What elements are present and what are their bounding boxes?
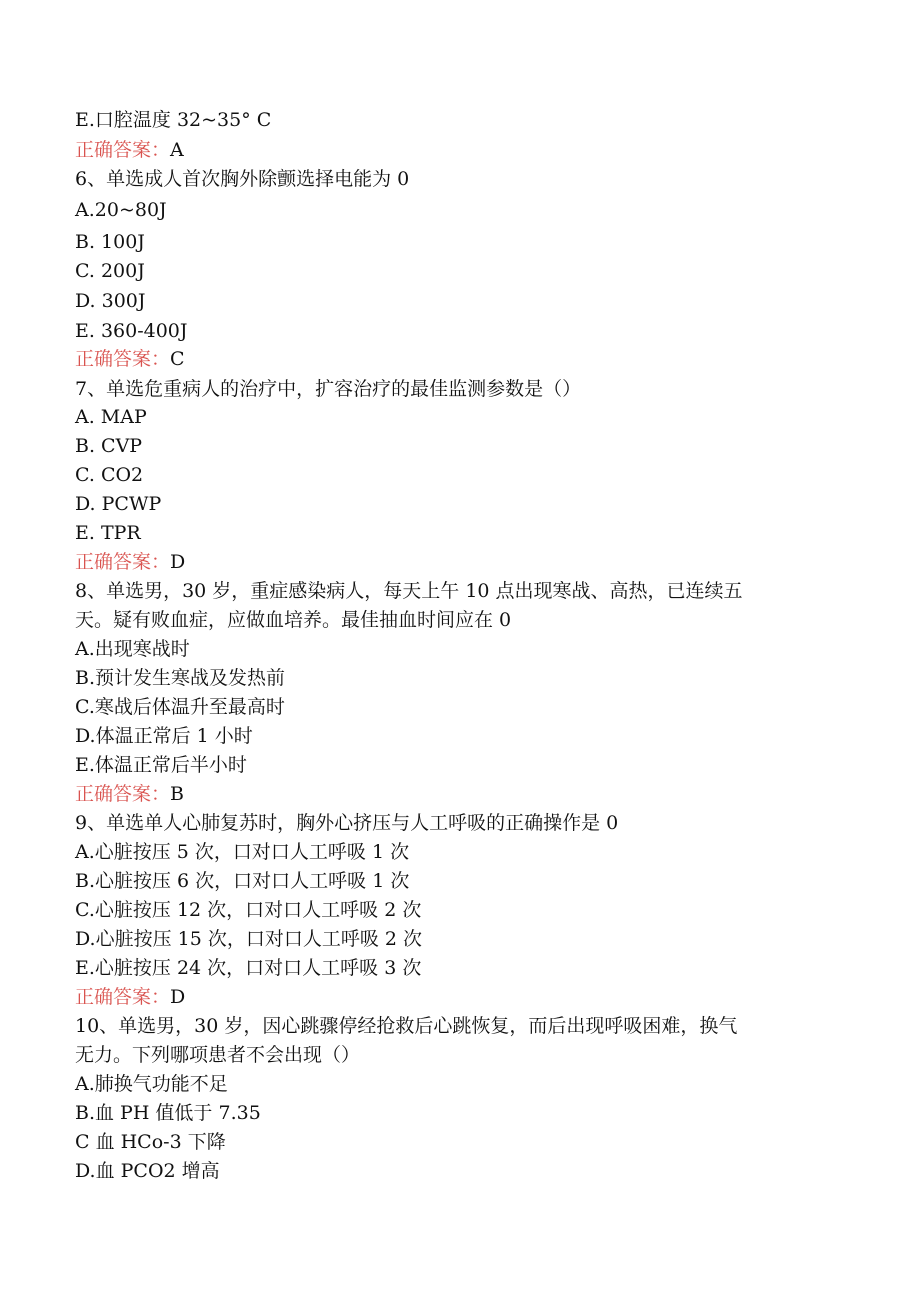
option-c-q8: C.寒战后体温升至最高时 <box>75 696 285 718</box>
answer-value: C <box>170 348 185 370</box>
answer-q7 <box>75 549 835 575</box>
option-e-q6: E. 360-400J <box>75 320 188 342</box>
option-c-q6: C. 200J <box>75 260 145 282</box>
option-d-q10: D.血 PCO2 增高 <box>75 1160 220 1182</box>
option-e-q7: E. TPR <box>75 522 141 544</box>
option-b-q9: B.心脏按压 6 次，口对口人工呼吸 1 次 <box>75 870 410 892</box>
question-10-line1: 10、单选男，30 岁，因心跳骤停经抢救后心跳恢复，而后出现呼吸困难，换气 <box>75 1015 738 1037</box>
option-c-q7: C. CO2 <box>75 464 144 486</box>
option-a-q7: A. MAP <box>75 406 147 428</box>
option-a-q8: A.出现寒战时 <box>75 638 190 660</box>
answer-label: 正确答案： <box>75 348 171 370</box>
option-c-q10: C 血 HCo-3 下降 <box>75 1131 226 1153</box>
option-d-q9: D.心脏按压 15 次，口对口人工呼吸 2 次 <box>75 928 423 950</box>
question-7: 7、单选危重病人的治疗中，扩容治疗的最佳监测参数是（） <box>75 378 582 400</box>
answer-q5 <box>75 137 835 163</box>
option-d-q6: D. 300J <box>75 290 146 312</box>
answer-label: 正确答案： <box>75 139 171 161</box>
answer-value: D <box>170 551 186 573</box>
option-b-q7: B. CVP <box>75 435 143 457</box>
option-a-q10: A.肺换气功能不足 <box>75 1073 228 1095</box>
answer-q8 <box>75 781 835 807</box>
question-9: 9、单选单人心肺复苏时，胸外心挤压与人工呼吸的正确操作是 0 <box>75 812 619 834</box>
answer-label: 正确答案： <box>75 783 171 805</box>
question-8-line1: 8、单选男，30 岁，重症感染病人，每天上午 10 点出现寒战、高热，已连续五 <box>75 580 743 602</box>
option-c-q9: C.心脏按压 12 次，口对口人工呼吸 2 次 <box>75 899 422 921</box>
answer-q6 <box>75 346 835 372</box>
option-b-q8: B.预计发生寒战及发热前 <box>75 667 286 689</box>
answer-value: B <box>170 783 184 805</box>
option-a-q6: A.20~80J <box>75 199 167 221</box>
option-d-q8: D.体温正常后 1 小时 <box>75 725 253 747</box>
answer-label: 正确答案： <box>75 551 171 573</box>
option-a-q9: A.心脏按压 5 次，口对口人工呼吸 1 次 <box>75 841 410 863</box>
option-e-q8: E.体温正常后半小时 <box>75 754 247 776</box>
answer-q9 <box>75 984 835 1010</box>
option-d-q7: D. PCWP <box>75 493 162 515</box>
option-b-q10: B.血 PH 值低于 7.35 <box>75 1102 261 1124</box>
answer-label: 正确答案： <box>75 986 171 1008</box>
question-8-line2: 天。疑有败血症，应做血培养。最佳抽血时间应在 0 <box>75 609 512 631</box>
answer-value: D <box>170 986 186 1008</box>
answer-value: A <box>170 139 184 161</box>
question-6: 6、单选成人首次胸外除颤选择电能为 0 <box>75 168 410 190</box>
question-10-line2: 无力。下列哪项患者不会出现（） <box>75 1044 361 1066</box>
option-b-q6: B. 100J <box>75 231 145 253</box>
option-e-q9: E.心脏按压 24 次，口对口人工呼吸 3 次 <box>75 957 422 979</box>
option-e-q5: E.口腔温度 32~35° C <box>75 109 272 131</box>
